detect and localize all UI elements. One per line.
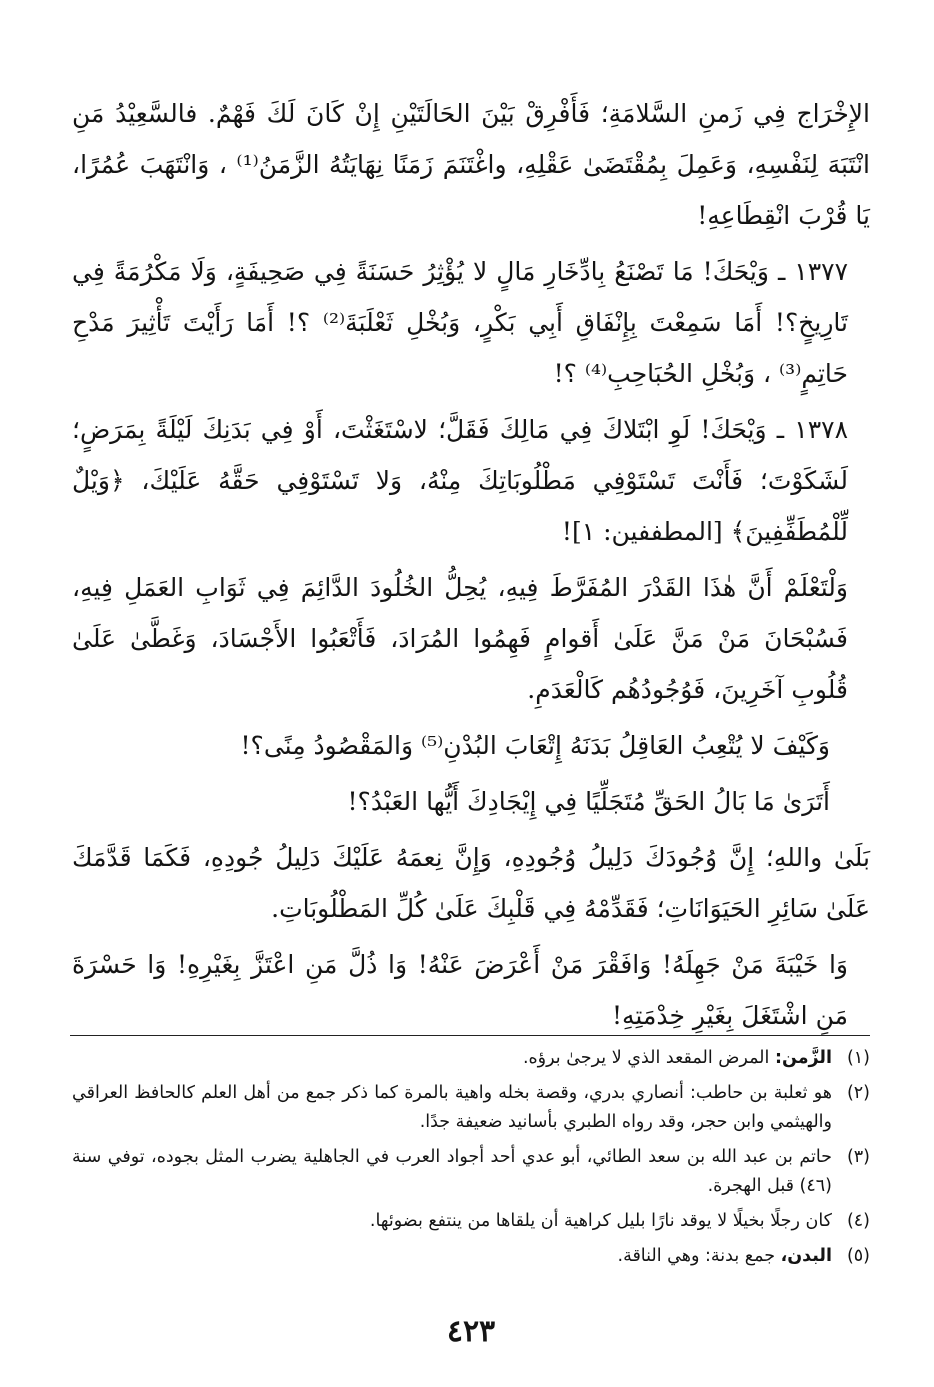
paragraph-khaybah: وَا خَيْبَةَ مَنْ جَهِلَهُ! وَافَقْرَ مَنْ أَعْرَضَ عَنْهُ! وَا ذُلَّ مَنِ اعْتَزَّ بِغَيْرِهِ! وَا حَسْرَةَ مَنِ اشْتَغَلَ بِغَيْرِ خِدْمَتِهِ! <box>72 950 848 1030</box>
footnote-body: حاتم بن عبد الله بن سعد الطائي، أبو عدي أحد أجواد العرب في الجاهلية يضرب المثل بجوده، توفي سنة (٤٦) قبل الهجرة. <box>72 1147 832 1196</box>
footnote-4 <box>72 1207 870 1236</box>
footnote-5 <box>72 1242 870 1271</box>
footnote-text <box>72 1044 832 1073</box>
footnote-3 <box>72 1143 870 1201</box>
verse-line-1: وَكَيْفَ لا يُتْعِبُ العَاقِلُ بَدَنَهُ إِتْعَابَ البُدْنِ⁽⁵⁾ وَالمَقْصُودُ مِنًى؟! <box>240 731 830 760</box>
book-page <box>72 88 870 1387</box>
paragraph-1378: ١٣٧٨ ـ وَيْحَكَ! لَوِ ابْتَلاكَ فِي مَالِكَ فَقَلَّ؛ لاسْتَغَثْتَ، أَوْ فِي بَدَنِكَ لَيْلَةً بِمَرَضٍ؛ لَشَكَوْتَ؛ فَأَنْتَ تَسْتَوْفِي مَطْلُوبَاتِكَ مِنْهُ، وَلا تَسْتَوْفِي حَقَّهُ عَلَيْكَ، ﴿وَيْلٌ لِّلْمُطَفِّفِينَ﴾ [المطففين: ١]! <box>72 415 848 546</box>
footnote-text <box>72 1242 832 1271</box>
footnote-number: (٥) <box>846 1246 870 1266</box>
footnote-term: البدن، <box>780 1246 832 1266</box>
footnote-term: الزَّمن: <box>774 1048 832 1068</box>
footnote-separator <box>70 1035 870 1036</box>
footnote-number: (٢) <box>846 1083 870 1103</box>
footnote-body: هو ثعلبة بن حاطب: أنصاري بدري، وقصة بخله واهية بالمرة كما ذكر جمع من أهل العلم كالحافظ العراقي والهيثمي وابن حجر، وقد رواه الطبري بأسانيد ضعيفة جدًا. <box>72 1083 832 1132</box>
footnotes <box>72 1044 870 1277</box>
page-number: ٤٢٣ <box>446 1314 496 1349</box>
paragraph-know: وَلْتَعْلَمْ أَنَّ هٰذَا القَدْرَ المُفَرَّطَ فِيهِ، يُحِلُّ الخُلُودَ الدَّائِمَ فِي ثَوَابِ العَمَلِ فِيهِ، فَسُبْحَانَ مَنْ مَنَّ عَلَىٰ أَقوامٍ فَهِمُوا المُرَادَ، فَأَتْعَبُوا الأَجْسَادَ، وَغَطَّىٰ عَلَىٰ قُلُوبِ آخَرِينَ، فَوُجُودُهُم كَالْعَدَمِ. <box>72 573 848 704</box>
footnote-number: (٤) <box>846 1211 870 1231</box>
footnote-1 <box>72 1044 870 1073</box>
paragraph-bala: بَلَىٰ واللهِ؛ إِنَّ وُجُودَكَ دَلِيلُ وُجُودِهِ، وَإِنَّ نِعمَهُ عَلَيْكَ دَلِيلُ جُودِهِ، فَكَمَا قَدَّمَكَ عَلَىٰ سَائِرِ الحَيَوَانَاتِ؛ فَقَدِّمْهُ فِي قَلْبِكَ عَلَىٰ كُلِّ المَطْلُوبَاتِ. <box>72 843 870 923</box>
footnote-2 <box>72 1079 870 1137</box>
paragraph-continuation: الإِخْرَاج فِي زَمنِ السَّلامَةِ؛ فَأَفْرِقْ بَيْنَ الحَالَتَيْنِ إِنْ كَانَ لَكَ فَهْمٌ. فالسَّعِيْدُ مَنِ انْتَبَهَ لِنَفْسِهِ، وَعَمِلَ بِمُقْتَضَىٰ عَقْلِهِ، واغْتَنَمَ زَمَنًا نِهَايَتُهُ الزَّمَنُ⁽¹⁾ ، وَانْتَهَبَ عُمُرًا، يَا قُرْبَ انْقِطَاعِهِ! <box>72 99 870 230</box>
main-text <box>72 88 870 1041</box>
footnote-number: (١) <box>846 1048 870 1068</box>
footnote-body: المرض المقعد الذي لا يرجىٰ برؤه. <box>522 1048 775 1068</box>
verse-line-2: أَتَرَىٰ مَا بَالُ الحَقِّ مُتَجَلِّيًا فِي إِيْجَادِكَ أَيُّها العَبْدُ؟! <box>347 787 830 816</box>
footnote-number: (٣) <box>846 1147 870 1167</box>
footnote-body: كان رجلًا بخيلًا لا يوقد نارًا بليل كراهية أن يلقاها من ينتفع بضوئها. <box>369 1211 832 1231</box>
paragraph-1377: ١٣٧٧ ـ وَيْحَكَ! مَا تَصْنَعُ بِادِّخَارِ مَالٍ لا يُؤْثِرُ حَسَنَةً فِي صَحِيفَةٍ، وَلَا مَكْرُمَةً فِي تَارِيخٍ؟! أَمَا سَمِعْتَ بِإِنْفَاقِ أَبِي بَكْرٍ، وَبُخْلِ ثَعْلَبَةَ⁽²⁾ ؟! أَمَا رَأَيْتَ تَأْثِيرَ مَدْحِ حَاتِمٍ⁽³⁾ ، وَبُخْلِ الحُبَاحِبِ⁽⁴⁾ ؟! <box>72 257 848 388</box>
footnote-body: جمع بدنة: وهي الناقة. <box>617 1246 781 1266</box>
